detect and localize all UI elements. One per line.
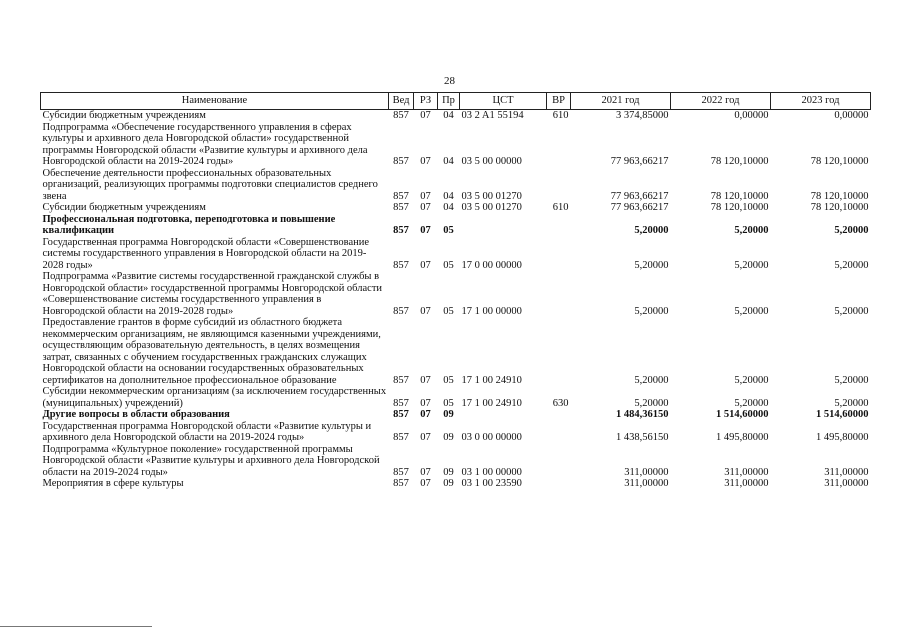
row-rz: 07 [420,374,431,386]
row-ved: 857 [393,397,409,409]
row-rz: 07 [420,110,431,121]
row-vr [547,317,571,386]
row-rz: 07 [420,466,431,478]
row-name: Обеспечение деятельности профессиональных образовательных организаций, реализующих программы подготовки специалистов среднего звена [42,167,378,202]
table-row [41,444,871,479]
row-rz: 07 [420,225,431,236]
row-pr: 09 [443,466,454,478]
table-row [41,478,871,490]
column-header-name: Наименование [41,93,389,110]
table-row [41,421,871,444]
table-row [41,386,871,409]
row-2023: 78 120,10000 [810,156,869,167]
table-row [41,202,871,214]
row-pr: 05 [443,225,454,236]
row-name: Субсидии бюджетным учреждениям [42,202,206,213]
table-row [41,110,871,122]
row-rz: 07 [420,305,431,317]
row-2023: 5,20000 [834,397,869,409]
row-ved: 857 [393,305,409,317]
row-ved: 857 [393,409,409,420]
table-row [41,122,871,168]
row-vr [547,271,571,317]
row-cst: 03 2 A1 55194 [461,110,524,121]
row-vr [547,214,571,237]
row-vr [547,237,571,272]
row-2021: 5,20000 [634,305,669,317]
row-2023: 0,00000 [834,110,869,121]
row-cst: 17 0 00 00000 [461,259,522,271]
row-2022: 5,20000 [734,305,769,317]
row-pr: 05 [443,374,454,386]
column-header-2022: 2022 год [671,93,771,110]
row-name: Государственная программа Новгородской области «Совершенствование системы государственного управления в Новгородской области на 2019-2028 годы» [42,236,370,271]
row-2022: 311,00000 [724,478,769,489]
row-vr [547,421,571,444]
row-cst [460,214,547,237]
row-pr: 04 [443,190,454,202]
row-name: Государственная программа Новгородской области «Развитие культуры и архивного дела Новгородской области на 2019-2024 годы» [42,420,372,443]
row-2021: 5,20000 [634,374,669,386]
table-row [41,168,871,203]
table-row [41,271,871,317]
row-2022: 1 514,60000 [716,409,769,420]
row-pr: 05 [443,305,454,317]
row-2022: 5,20000 [734,259,769,271]
row-pr: 05 [443,397,454,409]
row-2023: 5,20000 [834,374,869,386]
row-cst: 03 5 00 01270 [461,190,522,202]
column-header-2023: 2023 год [771,93,871,110]
row-2021: 5,20000 [634,397,669,409]
row-vr: 630 [552,397,569,409]
row-rz: 07 [420,478,431,489]
column-header-vr: ВР [547,93,571,110]
footer-rule [0,626,152,627]
row-rz: 07 [420,156,431,167]
row-pr: 04 [443,156,454,167]
row-ved: 857 [393,225,409,236]
table-row-section [41,214,871,237]
row-2023: 78 120,10000 [810,202,869,213]
row-2023: 5,20000 [834,259,869,271]
row-name: Профессиональная подготовка, переподготовка и повышение квалификации [42,213,336,236]
row-pr: 09 [443,478,454,489]
row-ved: 857 [393,202,409,213]
row-2021: 77 963,66217 [610,156,669,167]
row-2021: 1 438,56150 [616,432,669,443]
row-rz: 07 [420,409,431,420]
row-2022: 5,20000 [734,397,769,409]
row-cst: 03 5 00 01270 [461,202,522,213]
budget-table [40,92,871,490]
row-name: Подпрограмма «Культурное поколение» государственной программы Новгородской области «Развитие культуры и архивного дела Новгородской области на 2019-2024 годы» [42,443,380,478]
row-ved: 857 [393,156,409,167]
row-2023: 5,20000 [834,305,869,317]
row-name: Субсидии некоммерческим организациям (за исключением государственных (муниципальных) учреждений) [42,386,387,409]
row-cst: 03 5 00 00000 [461,156,522,167]
row-2023: 311,00000 [824,466,869,478]
row-ved: 857 [393,374,409,386]
row-2021: 77 963,66217 [610,190,669,202]
row-2022: 5,20000 [734,374,769,386]
table-row-section [41,409,871,421]
row-name: Мероприятия в сфере культуры [42,478,184,489]
row-rz: 07 [420,190,431,202]
row-ved: 857 [393,190,409,202]
row-vr [547,168,571,203]
row-ved: 857 [393,110,409,121]
row-2022: 311,00000 [724,466,769,478]
row-2023: 311,00000 [824,478,869,489]
row-cst: 17 1 00 00000 [461,305,522,317]
row-2023: 78 120,10000 [810,190,869,202]
row-2022: 1 495,80000 [716,432,769,443]
row-vr [547,478,571,490]
column-header-cst: ЦСТ [460,93,547,110]
row-pr: 04 [443,110,454,121]
row-2021: 1 484,36150 [616,409,669,420]
row-vr: 610 [552,110,569,121]
row-rz: 07 [420,397,431,409]
row-2022: 5,20000 [734,225,769,236]
row-2022: 0,00000 [734,110,769,121]
row-pr: 09 [443,432,454,443]
row-cst: 03 1 00 00000 [461,466,522,478]
page-number: 28 [444,75,455,87]
row-name: Предоставление грантов в форме субсидий из областного бюджета некоммерческим организациям, не являющимся казенными учреждениями, осуществляющим образовательную деятельность, в целях возмещения затрат, связанных с обучением государственных гражданских служащих Новгородской области на основании государственных образовательных сертификатов на дополнительное профессиональное образование [42,317,381,386]
row-2022: 78 120,10000 [710,156,769,167]
row-ved: 857 [393,432,409,443]
column-header-ved: Вед [389,93,414,110]
row-2021: 311,00000 [624,478,669,489]
row-name: Субсидии бюджетным учреждениям [42,110,206,121]
row-cst: 17 1 00 24910 [461,397,522,409]
row-ved: 857 [393,478,409,489]
row-cst [460,409,547,421]
column-header-pr: Пр [438,93,460,110]
row-2023: 1 514,60000 [816,409,869,420]
row-name: Другие вопросы в области образования [42,409,230,420]
row-name: Подпрограмма «Обеспечение государственного управления в сферах культуры и архивного дела Новгородской области» государственной программы Новгородской области «Развитие культуры и архивного дела Новгородской области на 2019-2024 годы» [42,121,368,167]
table-header-row [41,93,871,110]
row-vr [547,122,571,168]
row-2021: 3 374,85000 [616,110,669,121]
row-cst: 03 0 00 00000 [461,432,522,443]
row-2023: 5,20000 [834,225,869,236]
row-vr: 610 [552,202,569,213]
row-2021: 5,20000 [634,259,669,271]
row-2023: 1 495,80000 [816,432,869,443]
row-2022: 78 120,10000 [710,202,769,213]
row-name: Подпрограмма «Развитие системы государственной гражданской службы в Новгородской области» государственной программы Новгородской области «Совершенствование системы государственного управления в Новгородской области на 2019-2028 годы» [42,271,383,317]
row-vr [547,409,571,421]
row-vr [547,444,571,479]
row-cst: 03 1 00 23590 [461,478,522,489]
row-2022: 78 120,10000 [710,190,769,202]
row-2021: 5,20000 [634,225,669,236]
row-ved: 857 [393,466,409,478]
table-row [41,237,871,272]
row-2021: 311,00000 [624,466,669,478]
row-2021: 77 963,66217 [610,202,669,213]
row-ved: 857 [393,259,409,271]
row-pr: 05 [443,259,454,271]
row-cst: 17 1 00 24910 [461,374,522,386]
row-rz: 07 [420,259,431,271]
row-pr: 09 [443,409,454,420]
row-pr: 04 [443,202,454,213]
row-rz: 07 [420,432,431,443]
column-header-2021: 2021 год [571,93,671,110]
row-rz: 07 [420,202,431,213]
column-header-rz: РЗ [414,93,438,110]
table-row [41,317,871,386]
